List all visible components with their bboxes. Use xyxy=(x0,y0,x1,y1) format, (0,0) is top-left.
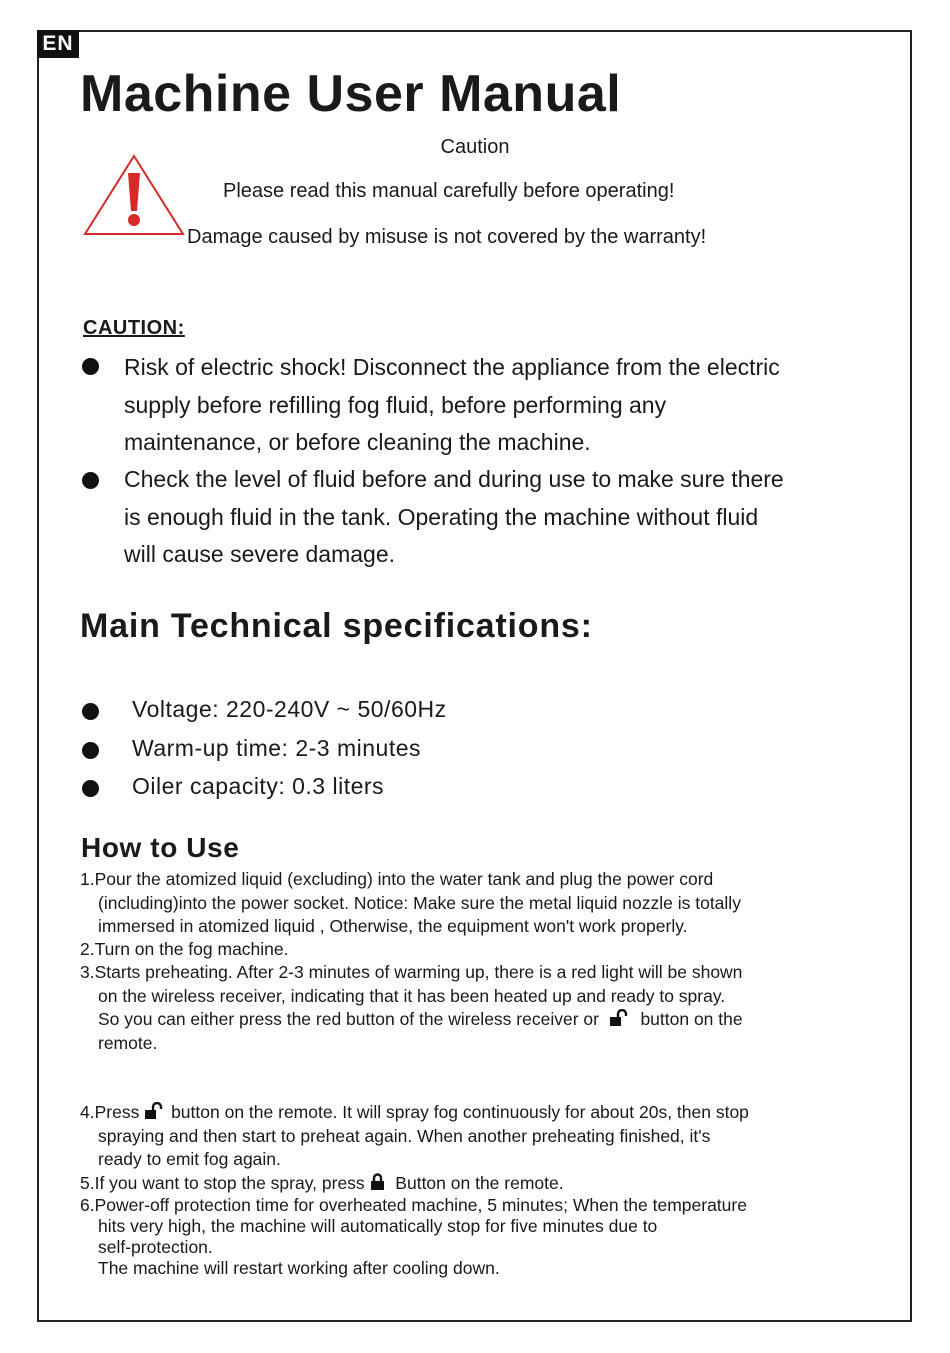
step-2 xyxy=(80,938,880,962)
spec-text: Warm-up time: 2-3 minutes xyxy=(132,735,421,761)
text-line: is enough fluid in the tank. Operating the machine without fluid xyxy=(124,503,759,530)
bullet-dot xyxy=(82,358,99,375)
lock-icon xyxy=(370,1173,386,1191)
step-line: on the wireless receiver, indicating that it has been heated up and ready to spray. xyxy=(98,985,726,1006)
spec-text: Voltage: 220-240V ~ 50/60Hz xyxy=(132,696,447,722)
text-line: Check the level of fluid before and during use to make sure there xyxy=(124,466,784,492)
step-line: 2.Turn on the fog machine. xyxy=(80,939,289,959)
warning-line-warranty: Damage caused by misuse is not covered by the warranty! xyxy=(187,226,707,248)
step-line xyxy=(80,1102,749,1122)
step-line: immersed in atomized liquid , Otherwise, the equipment won't work properly. xyxy=(98,916,688,936)
text-line: will cause severe damage. xyxy=(124,541,396,567)
step-line: ready to emit fog again. xyxy=(98,1149,281,1169)
step-text: button on the xyxy=(640,1009,743,1029)
page-title: Machine User Manual xyxy=(80,65,622,123)
bullet-dot xyxy=(82,742,99,759)
step-line: (including)into the power socket. Notice: Make sure the metal liquid nozzle is totally xyxy=(98,892,741,913)
unlock-icon xyxy=(609,1009,631,1027)
spec-item-warmup xyxy=(82,735,682,767)
step-text: Button on the remote. xyxy=(395,1173,564,1193)
step-text: button on the remote. It will spray fog continuously for about 20s, then stop xyxy=(171,1102,749,1122)
step-1 xyxy=(80,868,880,939)
how-to-use-heading: How to Use xyxy=(81,832,240,863)
step-line: remote. xyxy=(98,1032,158,1053)
caution-item-text xyxy=(124,461,884,574)
unlock-icon xyxy=(144,1102,166,1120)
warning-line-read-manual: Please read this manual carefully before operating! xyxy=(223,180,675,202)
step-3 xyxy=(80,961,880,1055)
step-line xyxy=(80,1008,880,1032)
language-badge: EN xyxy=(37,30,79,58)
step-6 xyxy=(80,1195,880,1279)
bullet-dot xyxy=(82,780,99,797)
text-line: supply before refilling fog fluid, before performing any xyxy=(124,391,667,418)
step-text: 4.Press xyxy=(80,1102,140,1122)
text-line: Risk of electric shock! Disconnect the appliance from the electric xyxy=(124,354,780,380)
step-text: So you can either press the red button of the wireless receiver or xyxy=(98,1009,599,1029)
text-line: maintenance, or before cleaning the machine. xyxy=(124,429,591,455)
step-4 xyxy=(80,1101,880,1172)
caution-item-text xyxy=(124,349,884,462)
spec-item-oiler xyxy=(82,773,682,805)
step-line: spraying and then start to preheat again. When another preheating finished, it's xyxy=(98,1125,711,1146)
bullet-dot xyxy=(82,703,99,720)
spec-text: Oiler capacity: 0.3 liters xyxy=(132,773,385,799)
step-line: 3.Starts preheating. After 2-3 minutes of warming up, there is a red light will be shown xyxy=(80,962,743,982)
specs-heading: Main Technical specifications: xyxy=(80,607,593,645)
caution-label: CAUTION: xyxy=(83,317,185,339)
step-line: hits very high, the machine will automatically stop for five minutes due to xyxy=(98,1216,658,1236)
bullet-dot xyxy=(82,472,99,489)
caution-heading: Caution xyxy=(440,136,510,158)
step-line: 1.Pour the atomized liquid (excluding) into the water tank and plug the power cord xyxy=(80,869,714,889)
step-5 xyxy=(80,1172,880,1196)
step-line: The machine will restart working after cooling down. xyxy=(98,1258,500,1278)
step-line: self-protection. xyxy=(98,1237,213,1257)
step-text: 5.If you want to stop the spray, press xyxy=(80,1173,365,1193)
spec-item-voltage xyxy=(82,696,682,728)
step-line: 6.Power-off protection time for overheated machine, 5 minutes; When the temperature xyxy=(80,1195,747,1215)
warning-triangle-icon xyxy=(82,153,186,237)
